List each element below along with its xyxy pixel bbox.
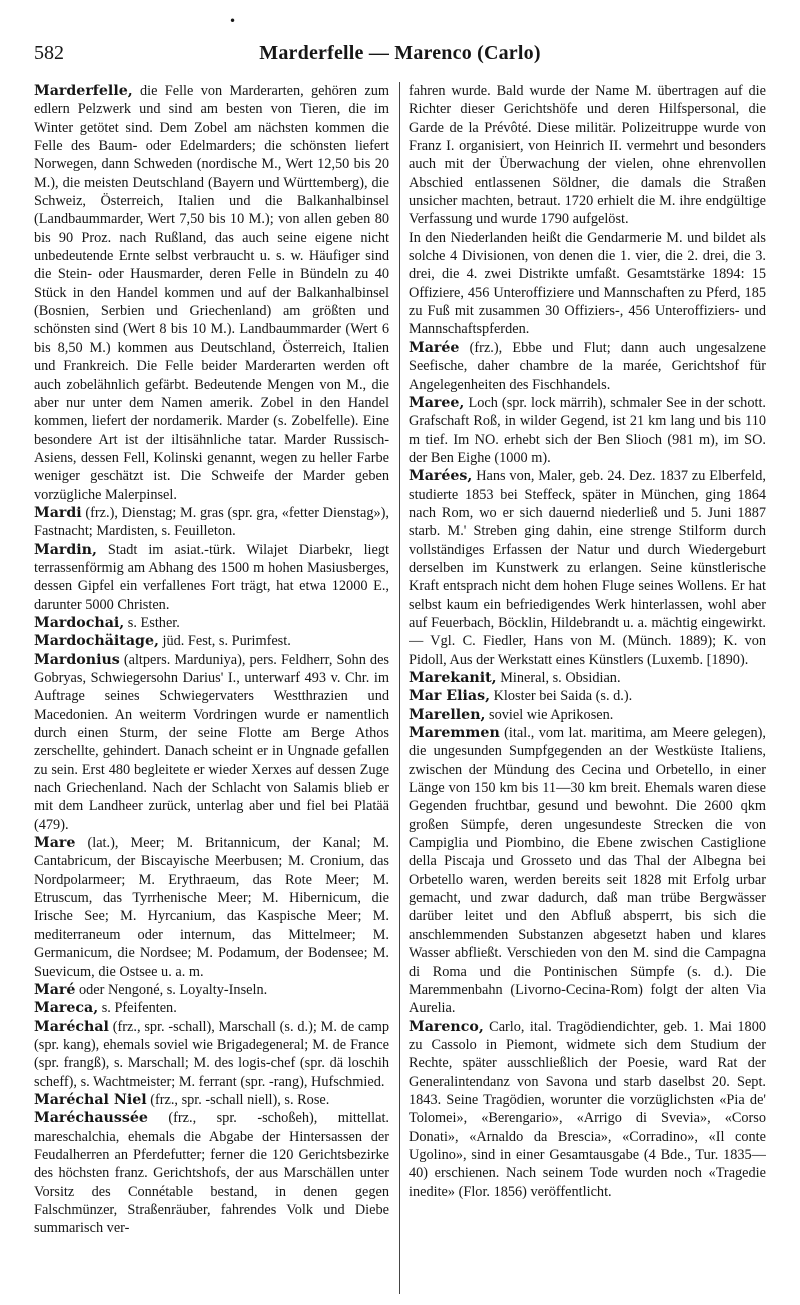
entry-text: Stadt im asiat.-türk. Wilajet Diarbekr, liegt terrassenförmig am Abhang des 1500 m hohen Masiusberges, dessen Gipfel ein verfallenes Fort trägt, hat etwa 12000 E., darunter 5000 Christen.: [34, 541, 389, 613]
entry-headword: Maré: [34, 981, 76, 998]
dictionary-entry: [409, 669, 766, 687]
dictionary-entry: [34, 1091, 389, 1109]
dictionary-entry: [34, 1109, 389, 1237]
entry-text: (frz., spr. -schall), Marschall (s. d.); M. de camp (spr. kang), ehemals soviel wie Brigadegeneral; M. de France (spr. frangß), s. Marschall; M. des logis-chef (spr. dä loschih scheff), s. Wachtmeister; M. ferrant (spr. -rang), Hufschmied.: [34, 1018, 389, 1090]
dictionary-entry: [409, 339, 766, 394]
entry-text: jüd. Fest, s. Purimfest.: [158, 633, 291, 650]
dictionary-entry: [34, 1018, 389, 1091]
entry-text: (ital., vom lat. maritima, am Meere gelegen), die ungesunden Sumpfgegenden an der Westküste Italiens, zwischen der Mündung des Cecina und Orbetello, in einer Länge von 150 km bis 11—30 km breit. Ehemals waren diese Gegenden fruchtbar, gesund und bewohnt. Die 2600 qkm großen Sümpfe, deren ungesundeste Strecken die von Campiglia und Piombino, die Ebene zwischen Castiglione della Piscaja und Grosseto und das Thal der Albegna bei Orbetello waren, werden bereits seit 1828 mit Erfolg urbar gemacht, und zwar dadurch, daß man trübe Bergwässer darüber leitet und den Abfluß absperrt, bis sich die anschlemmenden Substanzen abgesetzt haben und klares Wasser abfließt. Verschieden von den M. sind die Campagna di Roma und die Pontinischen Sümpfe (s. d.). Die Maremmenbahn (Livorno-Cecina-Rom) folgt der alten Via Aurelia.: [409, 725, 766, 1017]
dictionary-entry: [409, 1018, 766, 1201]
entry-headword: Mardi: [34, 504, 82, 521]
dictionary-entry: [34, 651, 389, 834]
entry-text: s. Esther.: [124, 614, 180, 631]
running-title: Marderfelle — Marenco (Carlo): [259, 42, 541, 64]
dictionary-entry: [409, 706, 766, 724]
dictionary-entry: [34, 541, 389, 614]
dictionary-entry: [34, 504, 389, 541]
entry-headword: Marenco,: [409, 1018, 484, 1035]
entry-headword: Maree,: [409, 394, 465, 411]
entry-text: Kloster bei Saida (s. d.).: [490, 688, 633, 705]
entry-text: s. Pfeifenten.: [98, 1000, 177, 1017]
entry-text: (frz., spr. -schoßeh), mittellat. mareschalchia, ehemals die Abgabe der Hintersassen der Feudalherren an Pferdefutter; ferner die 120 Gerichtsbezirke des höchsten franz. Gerichtshofs, der aus Marschällen unter Vorsitz des Connétable bestand, in denen gegen Falschmünzer, Straßenräuber, fahrendes Volk und Diebe summarisch ver-: [34, 1110, 389, 1237]
dictionary-entry: [34, 999, 389, 1017]
entry-text: oder Nengoné, s. Loyalty-Inseln.: [75, 981, 268, 998]
entry-headword: Mare: [34, 835, 76, 852]
dictionary-entry: [409, 82, 766, 229]
entry-headword: Mardonius: [34, 651, 120, 668]
dictionary-entry: [34, 981, 389, 999]
entry-headword: Mardochäitage,: [34, 633, 159, 650]
entry-headword: Mar Elias,: [409, 688, 491, 705]
dictionary-entry: [409, 394, 766, 467]
entry-text: fahren wurde. Bald wurde der Name M. übertragen auf die Richter dieser Gerichtshöfe und deren Hilfspersonal, die Garde de la Prévôté. Diese militär. Polizeitruppe wurde von Franz I. organisiert, von Heinrich II. vermehrt und besonders auch mit der Überwachung der vielen, ohne ehrenvollen Abschied entlassenen Söldner, die damals die Straßen unsicher machten, betraut. 1720 erhielt die M. ihre endgültige Verfassung und wurde 1790 aufgelöst.: [409, 83, 766, 228]
dictionary-entry: [34, 632, 389, 650]
entry-text: soviel wie Aprikosen.: [485, 706, 614, 723]
entry-text: (lat.), Meer; M. Britannicum, der Kanal; M. Cantabricum, der Biscayische Meerbusen; M. Cronium, das Nordpolarmeer; M. Erythraeum, das Rote Meer; M. Etruscum, das Tyrrhenische Meer; M. Hibernicum, die Irische See; M. Hyrcanium, das Kaspische Meer; M. mediterraneum oder internum, das Mittelmeer; M. Germanicum, die Nordsee; M. Podamum, der Bodensee; M. Suevicum, die Ostsee u. a. m.: [34, 835, 389, 980]
right-column: [409, 82, 766, 1294]
left-column: [34, 82, 389, 1294]
entry-headword: Mardin,: [34, 541, 97, 558]
entry-text: die Felle von Marderarten, gehören zum edlern Pelzwerk und sind am besten von Tieren, die im Winter getötet sind. Dem Zobel am nächsten kommen die Felle des Baum- oder Edelmarders; die schönsten liefert Norwegen, dann Schweden (nordische M., Wert 12,50 bis 20 M.), die meisten Deutschland (Bayern und Württemberg), die Schweiz, Österreich, Italien und die Balkanhalbinsel (Landbaummarder, Wert 7,50 bis 10 M.); von allen geben 80 bis 90 Proz. nach Rußland, das auch seine eigene nicht unbedeutende Ernte selbst verbraucht u. s. w. Häufiger sind die Stein- oder Hausmarder, deren Felle in Bündeln zu 40 Stück in den Handel kommen und auf der Balkanhalbinsel (Bosnien, Serbien und Griechenland) am größten und schönsten sind (Wert 8 bis 10 M.). Landbaummarder (Wert 6 bis 8,50 M.) kommen aus Deutschland, Österreich, Italien und Frankreich. Die Felle beider Marderarten werden oft auch zobelähnlich gefärbt. Bedeutende Mengen von M., die aber nur unter dem Namen amerik. Zobel in den Handel kommen, liefert der nordamerik. Marder (s. Zobelfelle). Eine besondere Art ist der iltisähnliche tatar. Marder Russisch-Asiens, dessen Fell, Kolinski genannt, wegen zu heller Farbe weniger geschätzt ist. Die Schweife der Marder geben vorzügliche Malerpinsel.: [34, 83, 389, 503]
entry-headword: Marées,: [409, 468, 473, 485]
entry-text: Loch (spr. lock märrih), schmaler See in der schott. Grafschaft Roß, in wilder Gegend, ist 21 km lang und bis 110 m tief. Im NO. erhebt sich der Ben Slioch (981 m), im SO. der Ben Eighe (1000 m).: [409, 394, 766, 466]
dictionary-entry: [409, 724, 766, 1018]
dictionary-entry: [34, 834, 389, 981]
entry-text: (frz., spr. -schall niell), s. Rose.: [146, 1091, 330, 1108]
entry-headword: Marderfelle,: [34, 83, 133, 99]
entry-headword: Maréchaussée: [34, 1110, 148, 1127]
dictionary-entry: [409, 229, 766, 339]
entry-headword: Maréchal: [34, 1018, 109, 1035]
dictionary-entry: [34, 82, 389, 504]
entry-text: Carlo, ital. Tragödiendichter, geb. 1. Mai 1800 zu Cassolo in Piemont, widmete sich dem Studium der Rechte, später ausschließlich der Poesie, ward Rat der Generalintendanz von Savona und starb daselbst 20. Sept. 1843. Seine Tragödien, worunter die vorzüglichsten «Pia de' Tolomei», «Berengario», «Arrigo di Svevia», «Corso Donati», «Arnaldo da Brescia», «Corradino», «Il conte Ugolino», sind in einer Gesamtausgabe (4 Bde., Tur. 1835—40) erschienen. Nach seinem Tode wurden noch «Tragedie inedite» (Flor. 1856) veröffentlicht.: [409, 1018, 766, 1200]
entry-headword: Maréchal Niel: [34, 1091, 147, 1108]
page-header: [34, 42, 766, 72]
entry-headword: Maremmen: [409, 725, 500, 742]
entry-headword: Marée: [409, 339, 460, 356]
column-divider: [399, 82, 400, 1294]
entry-text: (frz.), Ebbe und Flut; dann auch ungesalzene Seefische, daher chambre de la marée, Gerichtshof für Angelegenheiten des Fischhandels.: [409, 339, 766, 393]
page-number: 582: [34, 42, 64, 64]
entry-text: Mineral, s. Obsidian.: [496, 670, 621, 686]
entry-text: (frz.), Dienstag; M. gras (spr. gra, «fetter Dienstag»), Fastnacht; Mardisten, s. Feuilleton.: [34, 504, 389, 540]
entry-text: (altpers. Marduniya), pers. Feldherr, Sohn des Gobryas, Schwiegersohn Darius' I., unterwarf 493 v. Chr. im Auftrage seines Schwiegervaters Westthrazien und Macedonien. An weiterm Vordringen wurde er namentlich durch einen Sturm, der seine Flotte am Berge Athos zerschellte, gehindert. Danach scheint er in Ungnade gefallen zu sein. Erst 480 begleitete er wieder Xerxes auf dessen Zuge nach Griechenland. Nach der Schlacht von Salamis blieb er mit dem Landheer zurück, unterlag aber und fiel bei Platää (479).: [34, 651, 389, 833]
entry-text: Hans von, Maler, geb. 24. Dez. 1837 zu Elberfeld, studierte 1853 bei Steffeck, später in München, ging 1864 nach Rom, wo er sich dauernd niederließ und 5. Juni 1887 starb. M.' Streben ging dahin, eine strenge Stilform durch vollständiges Erfassen der Natur und durch Wiedergeburt derselben im Kunstwerk zu erlangen. Seine künstlerische Kraft entsprach nicht dem hohen Fluge seines Wollens. Er hat selbst kaum ein befriedigendes Werk hinterlassen, wohl aber auf Feuerbach, Böcklin, Hildebrandt u. a. mächtig eingewirkt. — Vgl. C. Fiedler, Hans von M. (Münch. 1889); K. von Pidoll, Aus der Werkstatt eines Künstlers (Luxemb. [1890).: [409, 468, 766, 668]
entry-headword: Mareca,: [34, 1000, 99, 1017]
dictionary-entry: [34, 614, 389, 632]
entry-headword: Marekanit,: [409, 670, 497, 686]
printer-dot: •: [229, 14, 237, 28]
entry-text: In den Niederlanden heißt die Gendarmerie M. und bildet als solche 4 Divisionen, von denen die 1. vier, die 2. drei, die 3. drei, die 4. zwei Distrikte umfaßt. Gesamtstärke 1894: 15 Offiziere, 456 Unteroffiziere und Mannschaften zu Pferd, 185 zu Fuß mit zusammen 30 Offiziers-, 456 Unteroffiziers- und Mannschaftspferden.: [409, 229, 766, 338]
dictionary-entry: [409, 687, 766, 705]
entry-headword: Marellen,: [409, 706, 486, 723]
entry-headword: Mardochai,: [34, 614, 125, 631]
dictionary-entry: [409, 467, 766, 669]
